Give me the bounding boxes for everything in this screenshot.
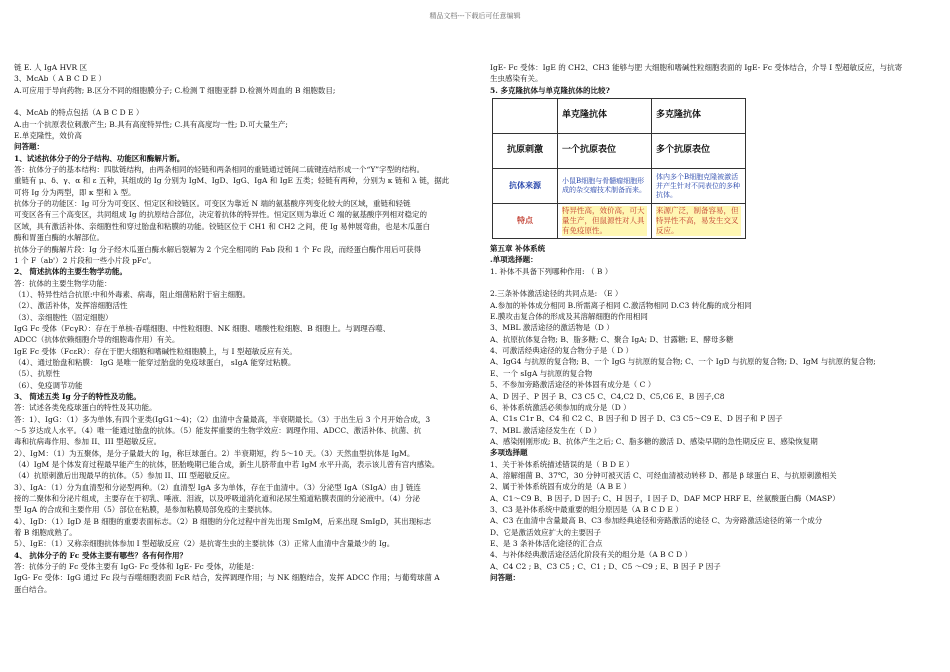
text-line — [14, 96, 464, 107]
text-line: A、抗原抗体复合物; B、脂多糖; C、聚合 IgA; D、甘露糖; E、酵母多糖 — [490, 334, 734, 344]
table-cell: 特异性高，效价高，可大量生产，但鼠源性对人具有免疫原性。 — [558, 204, 652, 239]
text-line: 2）、IgM：（1）为五聚体，是分子量最大的 Ig，称巨球蛋白。2）半衰期短，约 5～10 天。（3）天然血型抗体是 IgM。 — [14, 448, 415, 458]
text-line: 4、McAb 的特点包括（A B C D E ） — [14, 108, 144, 118]
text-line: A.由一个抗原表位刺激产生; B.具有高度特异性; C.具有高度均一性; D.可大量生产; — [14, 119, 288, 129]
text-line: （2）、激活补体，发挥溶细胞活性 — [14, 301, 128, 311]
text-line: 生虫感染有关。 — [490, 74, 543, 84]
text-line: IgE- Fc 受体：IgE 的 CH2、CH3 能够与肥 大细胞和嗜碱性粒细胞表面的 IgE- Fc 受体结合，介导 I 型超敏反应，与抗寄 — [490, 63, 903, 72]
text-line: 蛋白结合。 — [14, 584, 52, 594]
text-line: 多项选择题 — [490, 448, 528, 458]
text-line: 6、补体系统激活必须参加的成分是（D ） — [490, 402, 631, 412]
text-line: （1）、特异性结合抗原:中和外毒素、病毒，阻止细菌粘附于宿主细胞。 — [14, 289, 251, 299]
text-line: 可变区各有三个高变区，共同组成 Ig 的抗原结合部位，决定着抗体的特异性。恒定区则为靠近 C 端的氨基酸序列相对稳定的 — [14, 210, 428, 220]
text-line: （4）抗原刺激后出现最早的抗体。（5）参加 II、III 型超敏反应。 — [14, 471, 235, 481]
text-line: A、C3 在血清中含量最高 B、C3 参加经典途径和旁路激活的途径 C、为旁路激活途径的第一个成分 — [490, 516, 823, 526]
table-row — [493, 134, 746, 169]
row-label: 抗原刺激 — [493, 134, 558, 169]
text-line: 型 IgA 的合成和主要作用（5）部位在粘膜，是参加粘膜局部免疫的主要抗体。 — [14, 505, 277, 515]
table-row — [493, 169, 746, 204]
antibody-comparison-table — [492, 98, 746, 239]
text-line: 1 个 F（ab'）2 片段和一些小片段 pFc'。 — [14, 255, 156, 265]
text-line: 可将 Ig 分为两型，即 κ 型和 λ 型。 — [14, 187, 136, 197]
text-line: 抗体分子的功能区：Ig 可分为可变区、恒定区和铰链区。可变区为靠近 N 端的氨基酸序列变化较大的区域，重链和轻链 — [14, 199, 411, 209]
text-line: 3、McAb（ A B C D E ） — [14, 74, 106, 84]
text-line: ADCC（抗体依赖细胞介导的细胞毒作用）有关。 — [14, 335, 180, 345]
text-line: 5. 多克隆抗体与单克隆抗体的比较? — [490, 85, 610, 95]
text-line: （3）、亲细胞性（固定细胞） — [14, 312, 113, 322]
text-line: 5）、IgE：（1）又称亲细胞抗体参加 I 型超敏反应（2）是抗寄生虫的主要抗体（3）正常人血清中含量最少的 Ig。 — [14, 539, 395, 549]
text-line: 1. 补体不具备下列哪种作用: （ B ） — [490, 266, 613, 276]
text-line: 毒和抗病毒作用、参加 II、III 型超敏反应。 — [14, 437, 162, 447]
text-line: 4）、IgD：（1）IgD 是 B 细胞的重要表面标志。（2）B 细胞的分化过程中首先出现 SmIgM，后来出现 SmIgD，其出现标志 — [14, 516, 432, 526]
text-line: E、一个 sIgA 与抗原的复合物 — [490, 368, 593, 378]
text-line: 3）、IgA：（1）分为血清型和分泌型两种。（2）血清型 IgA 多为单体，存在于血清中。（3）分泌型 IgA（SIgA）由 J 链连 — [14, 482, 421, 492]
text-line: 1、关于补体系统描述错误的是（ B D E ） — [490, 459, 634, 469]
polyclonal-header: 多克隆抗体 — [652, 99, 746, 134]
text-line: 答：1）、IgG：（1）多为单体,有四个亚类(IgG1～4)；（2）血清中含量最高，半衰期最长。（3）于出生后 3 个月开始合成，3 — [14, 414, 431, 424]
text-line: 2、属于补体系统固有成分的是（A B E ） — [490, 482, 631, 492]
text-line: IgE Fc 受体（FcεR）：存在于肥大细胞和嗜碱性粒细胞膜上，与 I 型超敏反应有关。 — [14, 346, 297, 356]
text-line: 着 B 细胞成熟了。 — [14, 528, 77, 538]
table-row — [493, 204, 746, 239]
table-header-row — [493, 99, 746, 134]
text-line: （4）、通过胎盘和粘膜： IgG 是唯一能穿过胎盘的免疫球蛋白， sIgA 能穿过粘膜。 — [14, 357, 296, 367]
text-line: 链 E. 人 IgA HVR 区 — [14, 63, 88, 72]
text-line: A、D 因子、P 因子 B、C3 C5 C、C4,C2 D、C5,C6 E、B 因子,C8 — [490, 391, 725, 401]
text-line: 重链有 μ、δ、γ、α 和 ε 五种，其组成的 Ig 分别为 IgM、IgD、IgG、IgA 和 IgE 五类；轻链有两种，分别为 κ 链和 λ 链，据此 — [14, 176, 450, 186]
table-cell: 小鼠B细胞与骨髓瘤细胞形成的杂交瘤技术制备而来。 — [558, 169, 652, 204]
text-line: 酶和胃蛋白酶的水解部位。 — [14, 233, 104, 243]
text-line: 3、 简述五类 Ig 分子的特性及功能。 — [14, 391, 141, 401]
text-line: 5、不参加旁路激活途径的补体固有成分是（ C ） — [490, 380, 656, 390]
left-column — [14, 62, 464, 595]
text-line: 问答题： — [14, 142, 44, 152]
text-line: A、C4 C2 ; B、C3 C5 ; C、C1 ; D、C5 ～C9 ; E、B 因子 P 因子 — [490, 561, 721, 571]
text-line: 7、MBL 激活途径发生在（ D ） — [490, 425, 602, 435]
right-bottom-text — [490, 243, 938, 583]
text-line: A、C1s C1r B、C4 和 C2 C、B 因子和 D 因子 D、C3 C5～C9 E、D 因子和 P 因子 — [490, 414, 783, 424]
text-line: （4）IgM 是个体发育过程最早能产生的抗体，胚胎晚期已能合成，新生儿脐带血中若 IgM 水平升高，表示该儿曾有宫内感染。 — [14, 460, 440, 470]
text-line: 问答题： — [490, 573, 520, 582]
text-line: 3、MBL 激活途径的激活物是（D ） — [490, 323, 614, 333]
text-line: 答：抗体的主要生物学功能： — [14, 278, 112, 288]
row-label: 抗体来源 — [493, 169, 558, 204]
text-line: A、感染刚刚形成; B、抗体产生之后; C、脂多糖的激活 D、感染早期的急性期反应 E、感染恢复期 — [490, 436, 818, 446]
text-line: （6）、免疫调节功能 — [14, 380, 83, 390]
text-line: （5）、抗原性 — [14, 369, 61, 379]
text-line: 3、C3 是补体系统中最重要的组分原因是（A B C D E ） — [490, 504, 683, 514]
table-corner-cell — [493, 99, 558, 134]
text-line: E、是 3 条补体活化途径的汇合点 — [490, 538, 603, 548]
text-line: A.可应用于导向药物; B.区分不同的细胞膜分子; C.检测 T 细胞亚群 D.检测外周血的 B 细胞数目; — [14, 85, 336, 95]
page-header: 精品文档---下载后可任意编辑 — [429, 12, 521, 20]
table-cell: 来源广泛，制备容易，但特异性不高，易发生交叉反应。 — [652, 204, 746, 239]
text-line: 4、与补体经典激活途径活化阶段有关的组分是（A B C D ） — [490, 550, 692, 560]
text-line: E.膜攻击复合体的形成及其溶解细胞的作用相同 — [490, 312, 648, 322]
text-line: A、溶解细菌 B、37℃，30 分钟可被灭活 C、可经血清被动转移 D、都是 β 球蛋白 E、与抗原刺激相关 — [490, 470, 837, 480]
right-column — [490, 62, 938, 583]
text-line: 抗体分子的酶解片段：Ig 分子经木瓜蛋白酶水解后裂解为 2 个完全相同的 Fab 段和 1 个 Fc 段，而经蛋白酶作用后可获得 — [14, 244, 422, 254]
text-line: 1、试述抗体分子的分子结构、功能区和酶解片断。 — [14, 153, 185, 163]
table-cell: 一个抗原表位 — [558, 134, 652, 169]
row-label: 特点 — [493, 204, 558, 239]
text-line: 2.三条补体激活途径的共同点是: （E ） — [490, 289, 623, 299]
text-line: 第五章 补体系统 — [490, 244, 546, 254]
text-line: IgG- Fc 受体：IgG 通过 Fc 段与吞噬细胞表面 FcR 结合，发挥调理作用；与 NK 细胞结合，发挥 ADCC 作用；与葡萄球菌 A — [14, 573, 440, 583]
text-line: 接的二聚体和分泌片组成，主要存在于初乳、唾液、泪液，以及呼吸道消化道和泌尿生殖道粘膜表面的分泌液中。（4）分泌 — [14, 494, 421, 504]
text-line: A、C1～C9 B、B 因子, D 因子; C、H 因子，I 因子 D、DAF MCP HRF E、丝氨酸蛋白酶（MASP） — [490, 493, 840, 503]
text-line: 2、 简述抗体的主要生物学功能。 — [14, 267, 127, 277]
text-line: E.单克隆性，效价高 — [14, 131, 82, 141]
text-line: 答：试述各类免疫球蛋白的特性及其功能。 — [14, 403, 157, 413]
text-line: ～5 岁达成人水平。（4）唯一能通过胎盘的抗体。（5）能发挥重要的生物学效应：调理作用、ADCC、激活补体、抗菌、抗 — [14, 426, 422, 435]
table-cell: 体内多个B细胞克隆被激活并产生针对不同表位的多种抗体。 — [652, 169, 746, 204]
monoclonal-header: 单克隆抗体 — [558, 99, 652, 134]
text-line: 答：抗体分子的 Fc 受体主要有 IgG- Fc 受体和 IgE- Fc 受体，功能是： — [14, 562, 259, 572]
text-line: 4、 抗体分子的 Fc 受体主要有哪些？各有何作用？ — [14, 550, 187, 560]
text-line: A.参加的补体成分相同 B.所需离子相同 C.激活物相同 D.C3 转化酶的成分相同 — [490, 300, 752, 310]
right-top-text — [490, 62, 938, 96]
text-line: 4、可激活经典途径的复合物分子是（ D ） — [490, 346, 634, 356]
text-line: .单项选择题： — [490, 255, 538, 265]
text-line: 区域，具有激活补体、亲细胞性和穿过胎盘和粘膜的功能。铰链区位于 CH1 和 CH2 之间，使 Ig 易伸展弯曲，也是木瓜蛋白 — [14, 221, 431, 231]
text-line: 答：抗体分子的基本结构：四肽链结构，由两条相同的轻链和两条相同的重链通过链间二硫键连结形成一个“Y”字型的结构。 — [14, 165, 425, 175]
text-line — [490, 277, 938, 288]
table-cell: 多个抗原表位 — [652, 134, 746, 169]
text-line: D、它是激活效应扩大的主要因子 — [490, 527, 602, 537]
text-line: A、IgG4 与抗原的复合物; B、一个 IgG 与抗原的复合物; C、一个 IgD 与抗原的复合物; D、IgM 与抗原的复合物; — [490, 357, 876, 367]
text-line: IgG Fc 受体（FcγR）：存在于单核-吞噬细胞、中性粒细胞、NK 细胞、嗜酸性粒细胞、B 细胞上。与调理吞噬、 — [14, 323, 391, 333]
